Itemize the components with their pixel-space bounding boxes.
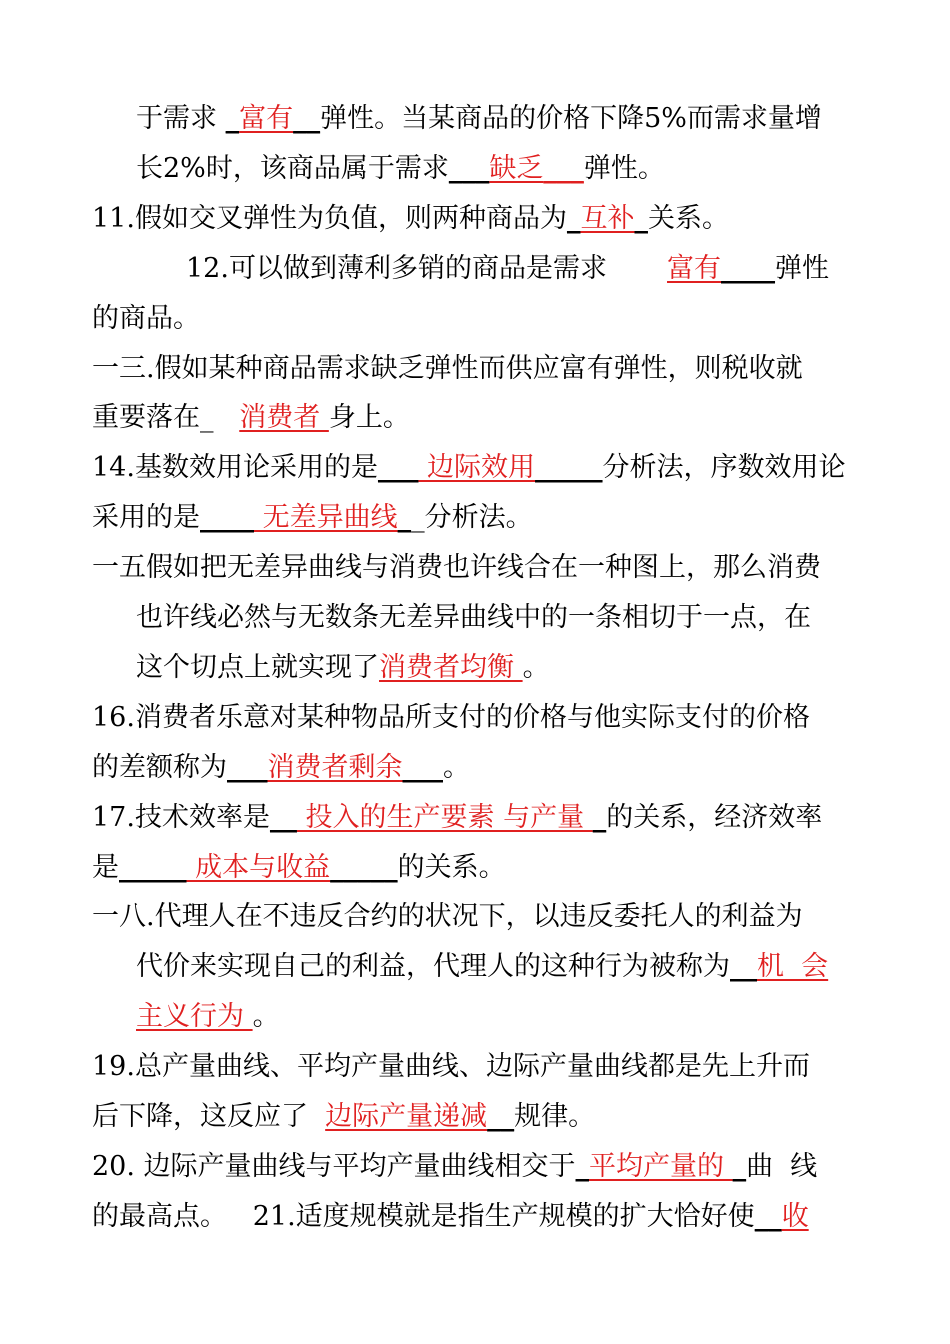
answer-text: 缺乏 bbox=[489, 153, 544, 184]
question-text: 长2%时，该商品属于需求 bbox=[136, 153, 449, 184]
blank-underline: __ bbox=[487, 1101, 515, 1132]
blank-underline: __ bbox=[269, 802, 297, 833]
question-text: 是 bbox=[92, 852, 119, 883]
blank-underline: _ bbox=[566, 203, 581, 234]
question-text: 规律。 bbox=[514, 1101, 596, 1132]
text-line bbox=[136, 999, 280, 1035]
question-text: 重要落在_ bbox=[92, 402, 240, 433]
text-line bbox=[92, 850, 506, 886]
text-line bbox=[136, 650, 550, 686]
blank-underline: __ bbox=[754, 1201, 782, 1232]
blank-underline: _____ bbox=[535, 452, 603, 483]
question-text: 弹性。当某商品的价格下降5%而需求量增 bbox=[320, 103, 822, 134]
blank-underline: _ bbox=[592, 802, 607, 833]
question-text: 的关系，经济效率 bbox=[606, 802, 823, 833]
answer-text: 投入的生产要素 与产量 bbox=[296, 802, 593, 833]
text-line bbox=[136, 151, 665, 187]
blank-underline: _ bbox=[397, 502, 412, 533]
question-text: 弹性 bbox=[775, 253, 830, 284]
question-text: 也许线必然与无数条无差异曲线中的一条相切于一点，在 bbox=[136, 602, 811, 633]
question-text: 的商品。 bbox=[92, 303, 200, 334]
text-line bbox=[186, 251, 829, 287]
answer-text: 边际效用 bbox=[418, 452, 536, 483]
text-line bbox=[92, 899, 803, 935]
text-line bbox=[136, 600, 811, 636]
answer-text: 边际产量递减 bbox=[325, 1101, 488, 1132]
answer-text: 收 bbox=[781, 1201, 809, 1232]
question-text: 于需求 bbox=[136, 103, 226, 134]
text-line bbox=[92, 1099, 595, 1135]
question-text: 。 bbox=[522, 652, 550, 683]
question-text: 16.消费者乐意对某种物品所支付的价格与他实际支付的价格 bbox=[92, 702, 810, 733]
question-text: 20. 边际产量曲线与平均产量曲线相交于 bbox=[92, 1151, 576, 1182]
text-line bbox=[92, 500, 533, 536]
blank-underline: ____ bbox=[721, 253, 776, 284]
question-text: 一八.代理人在不违反合约的状况下，以违反委托人的利益为 bbox=[92, 901, 803, 932]
question-text: _分析法。 bbox=[411, 502, 533, 533]
question-text: 。 bbox=[252, 1001, 280, 1032]
text-line bbox=[92, 550, 821, 586]
answer-text: 消费者 bbox=[239, 402, 329, 433]
answer-text: 互补 bbox=[580, 203, 635, 234]
blank-underline: _ bbox=[575, 1151, 590, 1182]
question-text: 14.基数效用论采用的是 bbox=[92, 452, 378, 483]
question-text: 一五假如把无差异曲线与消费也许线合在一种图上，那么消费 bbox=[92, 552, 821, 583]
answer-text: 主义行为 bbox=[136, 1001, 253, 1032]
text-line bbox=[92, 800, 822, 836]
answer-text: 消费者剩余 bbox=[267, 752, 403, 783]
question-text: 代价来实现自己的利益，代理人的这种行为被称为 bbox=[136, 951, 730, 982]
question-text: 。 bbox=[443, 752, 470, 783]
answer-text: 无差异曲线 bbox=[254, 502, 398, 533]
question-text: 17.技术效率是 bbox=[92, 802, 270, 833]
text-line bbox=[92, 301, 200, 337]
blank-underline: ____ bbox=[200, 502, 254, 533]
question-text: 弹性。 bbox=[583, 153, 665, 184]
answer-text: 消费者均衡 bbox=[379, 652, 523, 683]
question-text: 这个切点上就实现了 bbox=[136, 652, 379, 683]
answer-text: 富有 bbox=[239, 103, 294, 134]
question-text: 后下降，这反应了 bbox=[92, 1101, 326, 1132]
answer-text: 机 会 bbox=[757, 951, 829, 982]
blank-underline: ___ bbox=[227, 752, 268, 783]
blank-underline: _____ bbox=[119, 852, 187, 883]
text-line bbox=[92, 1199, 809, 1235]
question-text: 关系。 bbox=[647, 203, 729, 234]
blank-underline: ___ bbox=[448, 153, 490, 184]
text-line bbox=[136, 949, 828, 985]
text-line bbox=[92, 750, 470, 786]
text-line bbox=[136, 101, 822, 137]
text-line bbox=[92, 1049, 810, 1085]
answer-text: 成本与收益 bbox=[186, 852, 331, 883]
text-line bbox=[92, 450, 846, 486]
question-text: 19.总产量曲线、平均产量曲线、边际产量曲线都是先上升而 bbox=[92, 1051, 810, 1082]
blank-underline: ___ bbox=[377, 452, 419, 483]
question-text: 12.可以做到薄利多销的商品是需求 bbox=[186, 253, 668, 284]
blank-underline: _ bbox=[225, 103, 240, 134]
blank-underline: _ bbox=[634, 203, 648, 234]
question-text: 采用的是 bbox=[92, 502, 200, 533]
question-text: 的关系。 bbox=[397, 852, 506, 883]
text-line bbox=[92, 351, 803, 387]
blank-underline: __ bbox=[293, 103, 321, 134]
question-text: 身上。 bbox=[328, 402, 410, 433]
blank-underline: _____ bbox=[330, 852, 398, 883]
blank-underline: ___ bbox=[402, 752, 443, 783]
text-line bbox=[92, 700, 810, 736]
text-line bbox=[92, 400, 410, 436]
question-text: 的最高点。 21.适度规模就是指生产规模的扩大恰好使 bbox=[92, 1201, 755, 1232]
question-text: 一三.假如某种商品需求缺乏弹性而供应富有弹性，则税收就 bbox=[92, 353, 803, 384]
answer-text: 平均产量的 bbox=[589, 1151, 733, 1182]
answer-text: 富有 bbox=[667, 253, 722, 284]
question-text: 曲 线 bbox=[746, 1151, 818, 1182]
question-text: 的差额称为 bbox=[92, 752, 227, 783]
blank-underline: _ bbox=[732, 1151, 747, 1182]
question-text: 分析法，序数效用论 bbox=[602, 452, 846, 483]
text-line bbox=[92, 1149, 817, 1185]
question-text: 11.假如交叉弹性为负值，则两种商品为 bbox=[92, 203, 567, 234]
blank-underline: __ bbox=[730, 951, 757, 982]
text-line bbox=[92, 201, 729, 237]
answer-text: ___ bbox=[543, 153, 584, 184]
